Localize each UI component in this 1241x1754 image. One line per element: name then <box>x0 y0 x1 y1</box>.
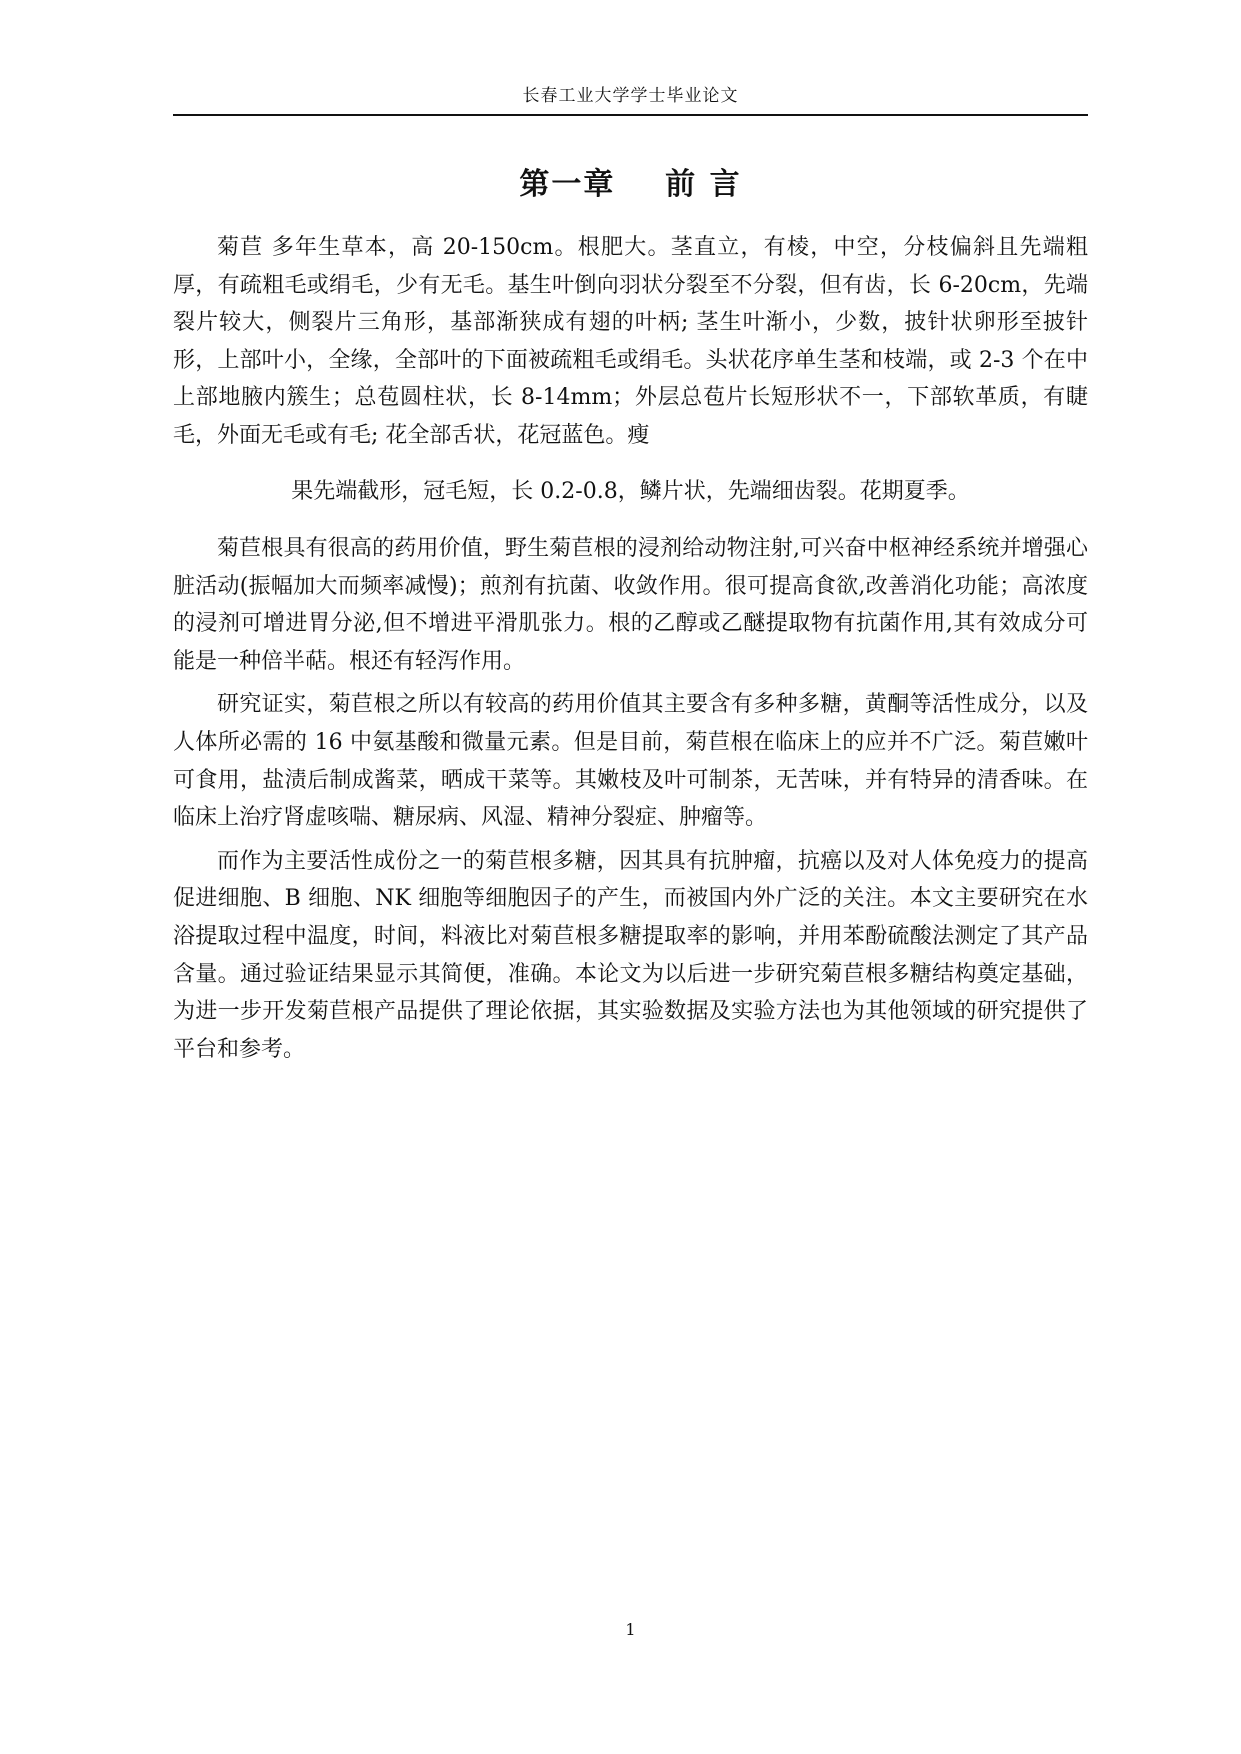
paragraph-4: 而作为主要活性成份之一的菊苣根多糖，因其具有抗肿瘤，抗癌以及对人体免疫力的提高促进细胞、B 细胞、NK 细胞等细胞因子的产生，而被国内外广泛的关注。本文主要研究在水浴提取过程中温度，时间，料液比对菊苣根多糖提取率的影响，并用苯酚硫酸法测定了其产品含量。通过验证结果显示其简便，准确。本论文为以后进一步研究菊苣根多糖结构奠定基础，为进一步开发菊苣根产品提供了理论依据，其实验数据及实验方法也为其他领域的研究提供了平台和参考。 <box>173 848 1088 1062</box>
paragraph-1: 菊苣 多年生草本，高 20-150cm。根肥大。茎直立，有棱，中空，分枝偏斜且先端粗厚，有疏粗毛或绢毛，少有无毛。基生叶倒向羽状分裂至不分裂，但有齿，长 6-20cm，先端裂片较大，侧裂片三角形，基部渐狭成有翅的叶柄; 茎生叶渐小，少数，披针状卵形至披针形，上部叶小，全缘，全部叶的下面被疏粗毛或绢毛。头状花序单生茎和枝端，或 2-3 个在中上部地腋内簇生；总苞圆柱状，长 8-14mm；外层总苞片长短形状不一，下部软革质，有睫毛，外面无毛或有毛; 花全部舌状，花冠蓝色。瘦 <box>173 235 1088 448</box>
body-section-1 <box>173 229 1088 455</box>
paragraph-3: 研究证实，菊苣根之所以有较高的药用价值其主要含有多种多糖，黄酮等活性成分，以及人体所必需的 16 中氨基酸和微量元素。但是目前，菊苣根在临床上的应并不广泛。菊苣嫩叶可食用，盐渍后制成酱菜，晒成干菜等。其嫩枝及叶可制茶，无苦味，并有特异的清香味。在临床上治疗肾虚咳喘、糖尿病、风湿、精神分裂症、肿瘤等。 <box>173 692 1088 831</box>
paragraph-1-last-line: 果先端截形，冠毛短，长 0.2-0.8，鳞片状，先端细齿裂。花期夏季。 <box>291 479 970 504</box>
running-header: 长春工业大学学士毕业论文 <box>522 86 739 106</box>
body-section-2 <box>173 530 1088 1068</box>
paragraph-2: 菊苣根具有很高的药用价值，野生菊苣根的浸剂给动物注射,可兴奋中枢神经系统并增强心脏活动(振幅加大而频率减慢)；煎剂有抗菌、收敛作用。很可提高食欲,改善消化功能；高浓度的浸剂可增进胃分泌,但不增进平滑肌张力。根的乙醇或乙醚提取物有抗菌作用,其有效成分可能是一种倍半萜。根还有轻泻作用。 <box>173 536 1088 674</box>
page-number: 1 <box>625 1620 636 1639</box>
header-rule <box>173 114 1088 116</box>
chapter-title: 第一章 前 言 <box>519 167 742 202</box>
